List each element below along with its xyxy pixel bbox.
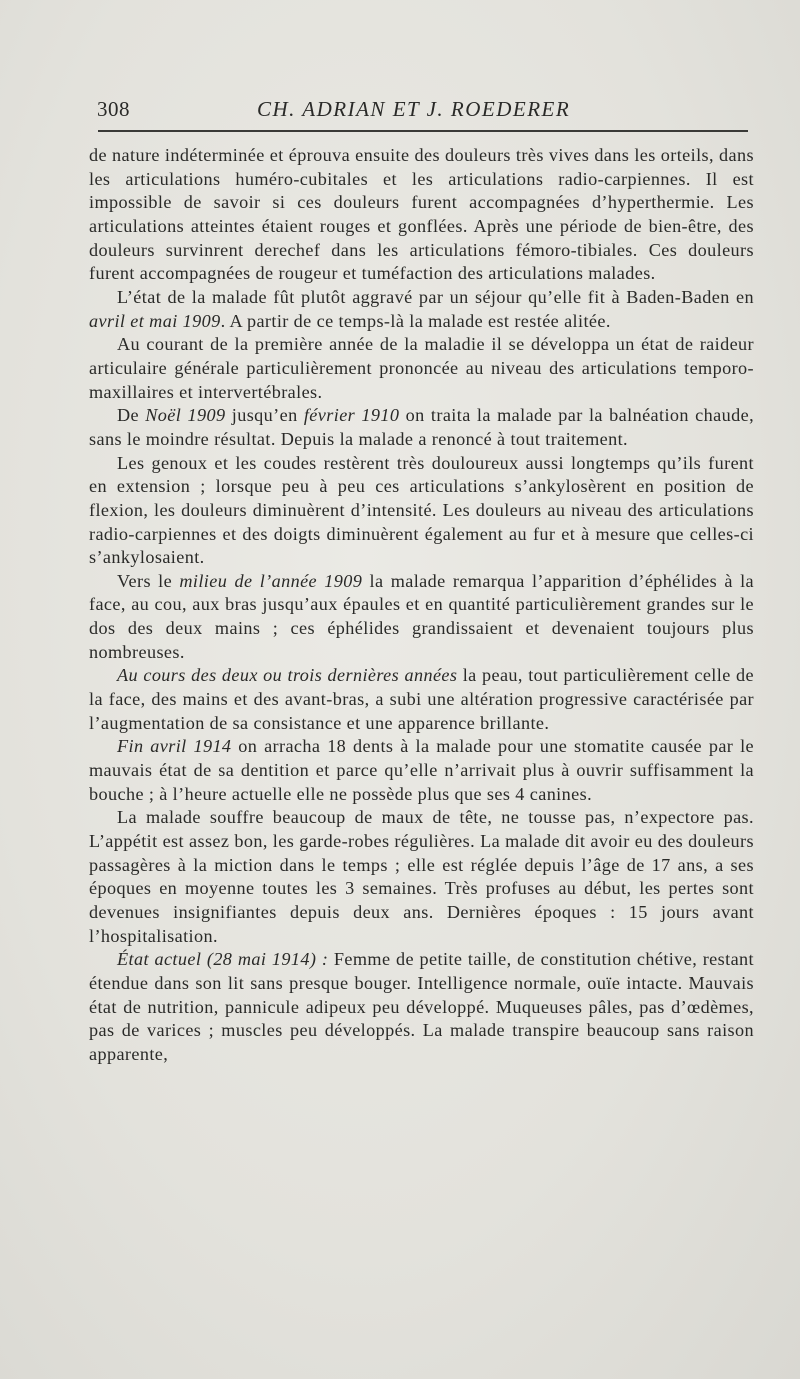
text-run: . A partir de ce temps-là la malade est restée alitée.	[220, 310, 611, 331]
paragraph	[89, 333, 754, 404]
paragraph	[89, 404, 754, 451]
text-run: la malade remarqua l’apparition d’éphélides à la face, au cou, aux bras jusqu’aux épaules et en quantité particulièrement grandes sur le dos des deux mains ; ces éphélides grandissaient et devenaient toujours plus nombreuses.	[89, 570, 755, 662]
header-rule	[98, 130, 748, 132]
text-run: L’état de la malade fût plutôt aggravé par un séjour qu’elle fit à Baden-Baden en	[117, 286, 754, 307]
text-run: on arracha 18 dents à la malade pour une stomatite causée par le mauvais état de sa dentition et parce qu’elle n’arrivait plus à ouvrir suffisamment la bouche ; à l’heure actuelle elle ne possède plus que ses 4 canines.	[89, 736, 754, 804]
text-run: la peau, tout particulièrement celle de la face, des mains et des avant-bras, a subi une altération progressive caractérisée par l’augmentation de sa consistance et une apparence brillante.	[89, 665, 754, 733]
paragraph	[89, 948, 754, 1066]
italic-text: avril et mai 1909	[89, 310, 221, 331]
page-header	[97, 97, 747, 127]
text-run: de nature indéterminée et éprouva ensuite des douleurs très vives dans les orteils, dans les articulations huméro-cubitales et les articulations radio-carpiennes. Il est impossible de savoir si ces douleurs furent accompagnées d’hyperthermie. Les articulations atteintes étaient rouges et gonflées. Après une période de bien-être, des douleurs survinrent derechef dans les articulations fémoro-tibiales. Ces douleurs furent accompagnées de rougeur et tuméfaction des articulations malades.	[89, 145, 754, 284]
paragraph	[89, 806, 754, 948]
text-run: jusqu’en	[225, 405, 304, 426]
paragraph	[89, 452, 754, 570]
italic-text: milieu de l’année 1909	[179, 570, 363, 591]
italic-text: État actuel (28 mai 1914) :	[117, 949, 329, 970]
italic-text: Fin avril 1914	[117, 736, 232, 757]
paragraph	[89, 570, 754, 665]
running-head: CH. ADRIAN ET J. ROEDERER	[257, 97, 571, 121]
text-run: Au courant de la première année de la maladie il se développa un état de raideur articulaire générale particulièrement prononcée au niveau des articulations temporo-maxillaires et intervertébrales.	[89, 334, 754, 402]
text-run: Les genoux et les coudes restèrent très douloureux aussi longtemps qu’ils furent en extension ; lorsque peu à peu ces articulations s’ankylosèrent en position de flexion, les douleurs diminuèrent d’intensité. Les douleurs au niveau des articulations radio-carpiennes et des doigts diminuèrent également au fur et à mesure que celles-ci s’ankylosaient.	[89, 452, 754, 568]
text-run: La malade souffre beaucoup de maux de tête, ne tousse pas, n’expectore pas. L’appétit est assez bon, les garde-robes régulières. La malade dit avoir eu des douleurs passagères à la miction dans le temps ; elle est réglée depuis l’âge de 17 ans, a ses époques en moyenne toutes les 3 semaines. Très profuses au début, les pertes sont devenues insignifiantes depuis deux ans. Dernières époques : 15 jours avant l’hospitalisation.	[89, 807, 754, 946]
paragraph	[89, 664, 754, 735]
paragraph	[89, 144, 754, 286]
italic-text: février 1910	[303, 405, 400, 426]
text-run: Vers le	[117, 570, 180, 591]
italic-text: Au cours des deux ou trois dernières années	[117, 665, 458, 686]
italic-text: Noël 1909	[145, 405, 226, 426]
body-text	[89, 144, 754, 1067]
paragraph	[89, 286, 754, 333]
paragraph	[89, 735, 754, 806]
text-run: Femme de petite taille, de constitution chétive, restant étendue dans son lit sans presque bouger. Intelligence normale, ouïe intacte. Mauvais état de nutrition, pannicule adipeux peu développé. Muqueuses pâles, pas d’œdèmes, pas de varices ; muscles peu développés. La malade transpire beaucoup sans raison apparente,	[89, 949, 754, 1064]
page-number: 308	[97, 97, 130, 121]
text-run: on traita la malade par la balnéation chaude, sans le moindre résultat. Depuis la malade a renoncé à tout traitement.	[89, 405, 755, 449]
text-run: De	[117, 405, 146, 426]
